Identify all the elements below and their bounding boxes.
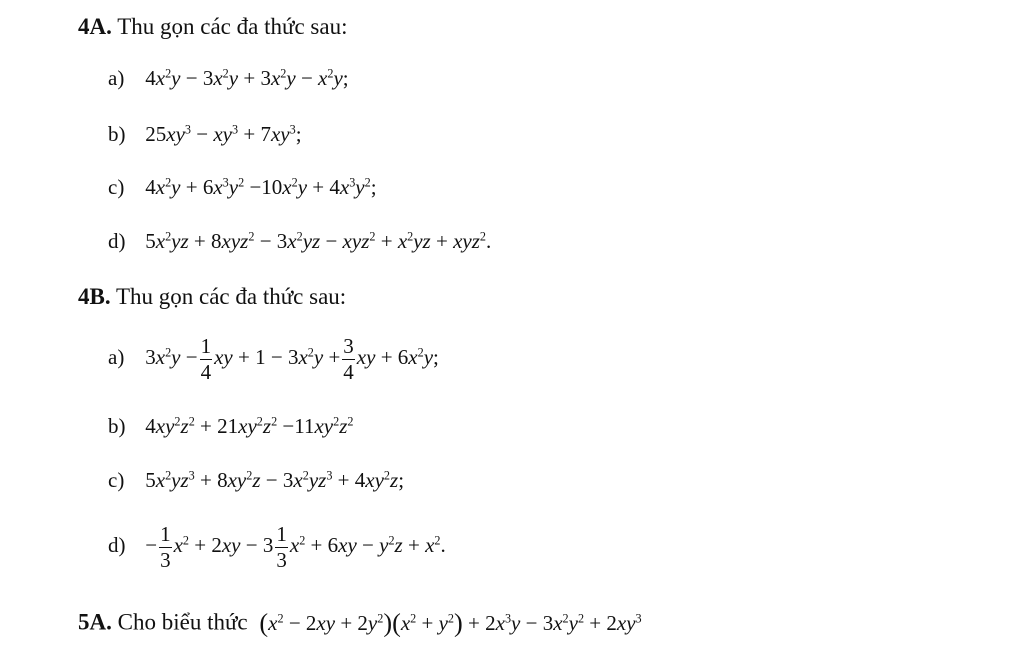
problem-4b-prompt: Thu gọn các đa thức sau: — [115, 284, 347, 309]
problem-4a-title: 4A. — [78, 14, 112, 39]
item-label: c) — [108, 175, 125, 199]
item-label: d) — [108, 229, 126, 253]
problem-4a-item-b — [108, 122, 302, 147]
polynomial-expression: $4xy^2z^2 + 21xy^2z^2 -11xy^2z^2$ — [145, 414, 354, 438]
problem-5a-title: 5A. — [78, 609, 112, 635]
polynomial-expression: $4x^2y + 6x^3y^2 -10x^2y + 4x^3y^2$; — [145, 175, 377, 199]
fraction-one-third: $\frac{1}{3}$ — [276, 522, 287, 572]
fraction-one-quarter: $\frac{1}{4}$ — [200, 334, 212, 384]
fraction-three-quarters: $\frac{3}{4}$ — [343, 334, 354, 384]
polynomial-expression: $3x^2y$ − $\frac{1}{4}$ xy + $1 - 3x^2y$ + $\frac{3}{4}$ xy + $6x^2y$; — [145, 334, 439, 384]
polynomial-expression: $(x^2 - 2xy + 2y^2)(x^2 + y^2) + 2x^3y - 3x^2y^2 + 2xy^3$ — [259, 608, 642, 637]
item-label: c) — [108, 468, 125, 492]
fraction-one-third: $\frac{1}{3}$ — [160, 522, 171, 572]
polynomial-expression: $25xy^3 - xy^3 + 7xy^3$; — [145, 122, 302, 146]
problem-4b-item-d — [108, 524, 446, 571]
problem-4b-item-c — [108, 468, 404, 493]
item-label: a) — [108, 66, 125, 90]
problem-4b-item-a — [108, 336, 439, 383]
problem-4a-item-c — [108, 175, 377, 200]
problem-4b-title: 4B. — [78, 284, 111, 309]
polynomial-expression: − $\frac{1}{3}$ $x^2 + 2xy - 3$ $\frac{1}{3}$ $x^2 + 6xy - y^2z + x^2$. — [145, 522, 446, 572]
item-label: b) — [108, 414, 126, 438]
problem-4b-item-b — [108, 414, 354, 439]
polynomial-expression: $4x^2y - 3x^2y + 3x^2y - x^2y$; — [145, 66, 349, 90]
problem-4a-item-d — [108, 229, 491, 254]
problem-4a-item-a — [108, 66, 349, 91]
item-label: d) — [108, 533, 126, 558]
problem-4b-heading — [78, 284, 346, 310]
polynomial-expression: $5x^2yz + 8xyz^2 - 3x^2yz - xyz^2 + x^2yz + xyz^2$. — [145, 229, 492, 253]
item-label: a) — [108, 345, 125, 370]
problem-5a-prompt: Cho biểu thức — [117, 609, 248, 635]
polynomial-expression: $5x^2yz^3 + 8xy^2z - 3x^2yz^3 + 4xy^2z$; — [145, 468, 405, 492]
problem-5a-heading — [78, 608, 642, 638]
problem-4a-prompt: Thu gọn các đa thức sau: — [117, 14, 348, 39]
problem-4a-heading — [78, 14, 347, 40]
item-label: b) — [108, 122, 126, 146]
